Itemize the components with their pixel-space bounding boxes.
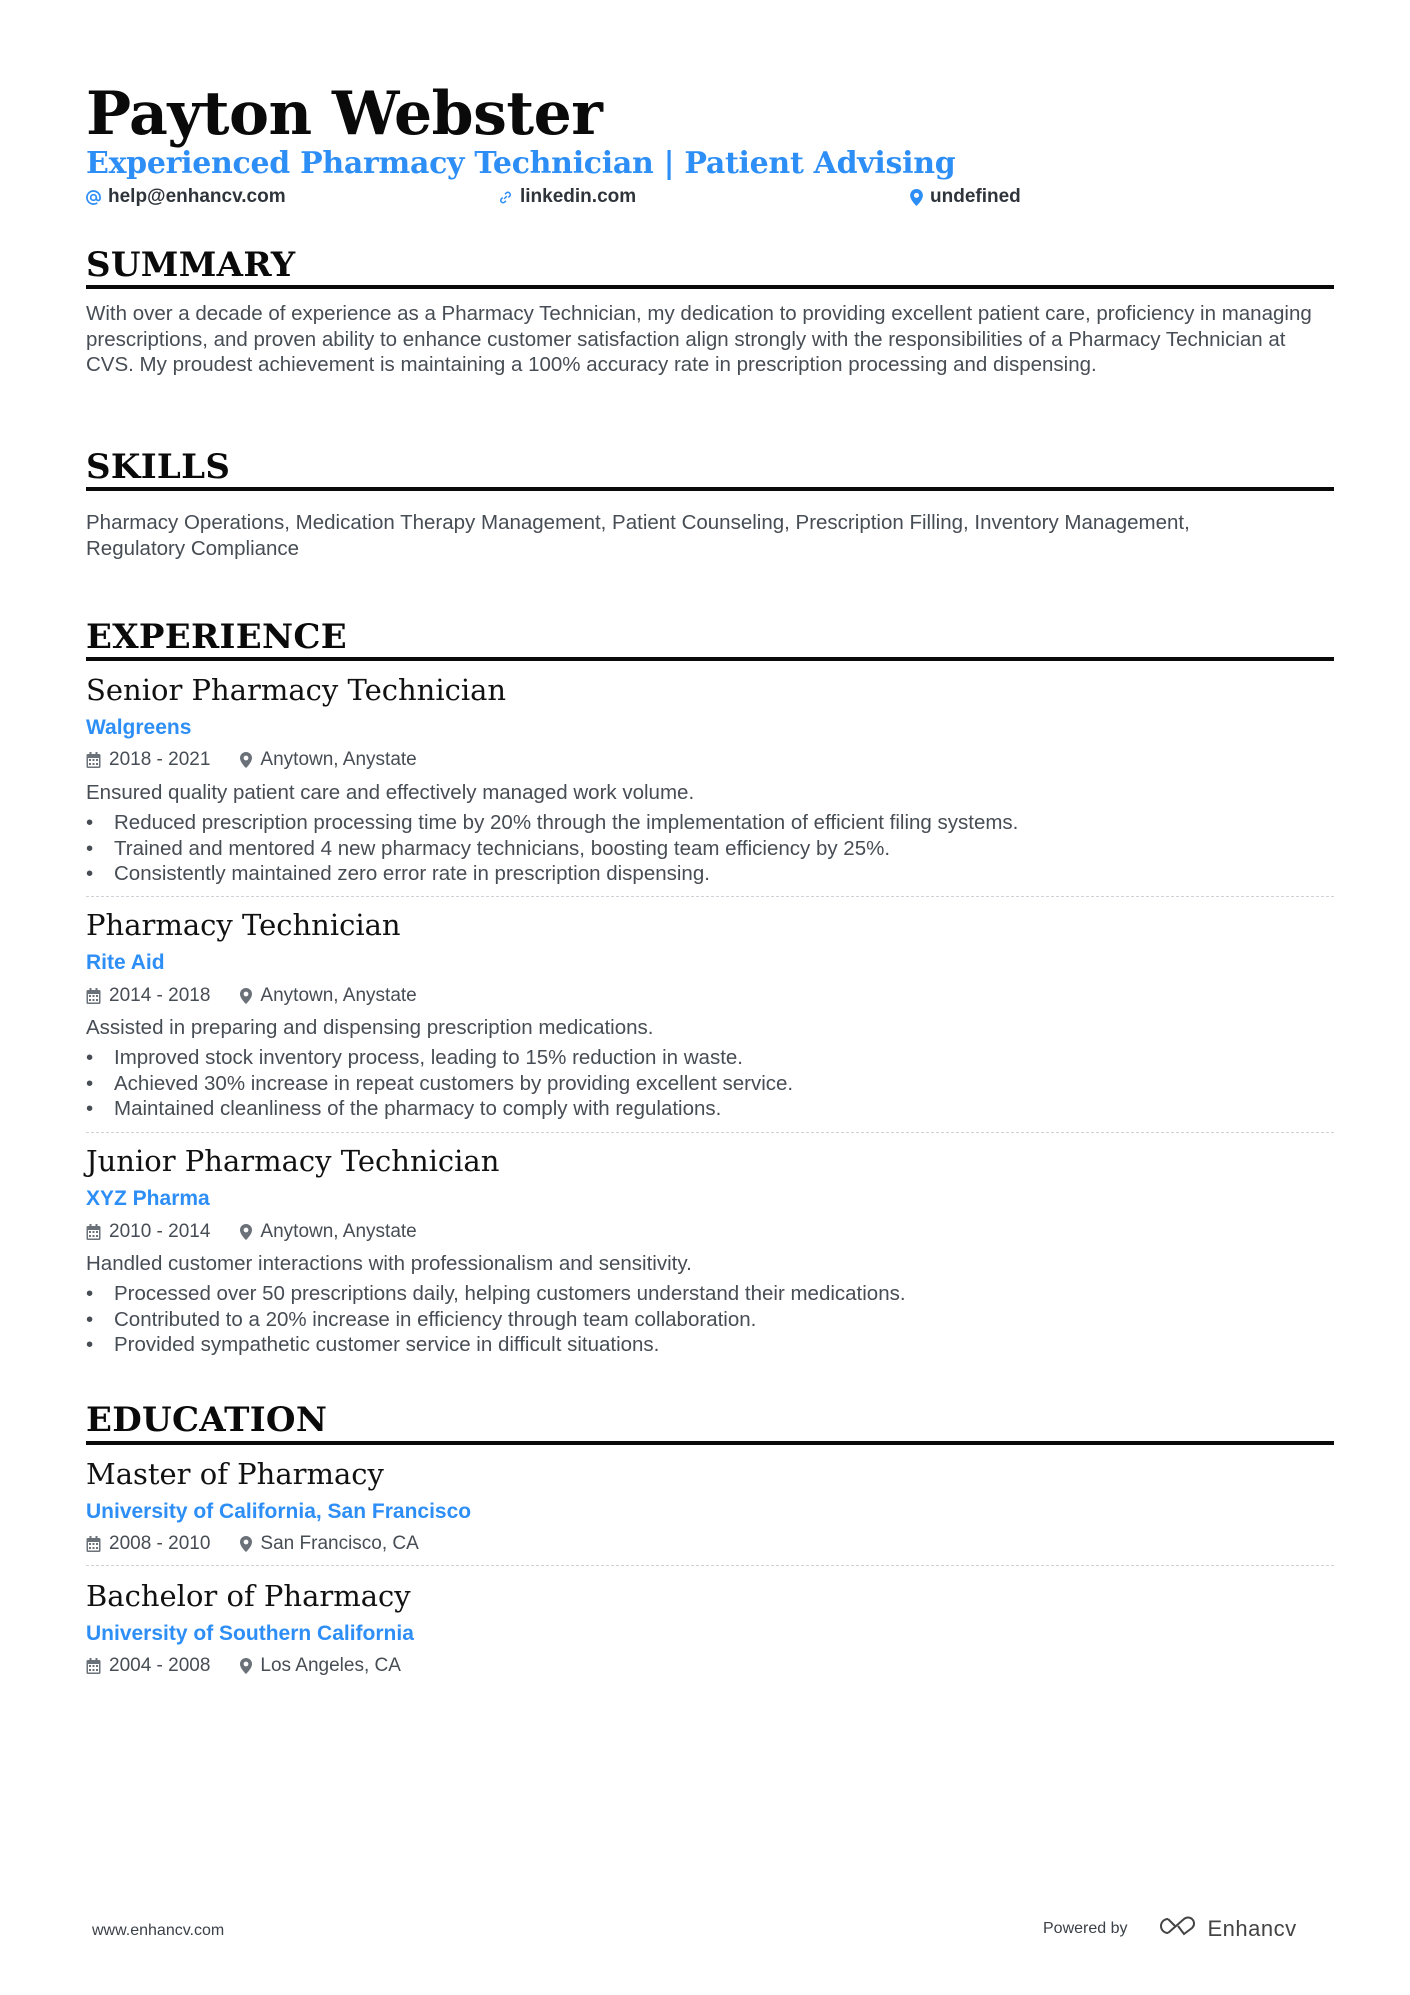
job-dates: 2014 - 2018: [109, 985, 211, 1006]
bullet-item: • Maintained cleanliness of the pharmacy to comply with regulations.: [86, 1096, 793, 1122]
job-title: Pharmacy Technician: [86, 908, 401, 942]
calendar-icon: [86, 1536, 101, 1552]
bullet-item: • Achieved 30% increase in repeat customers by providing excellent service.: [86, 1071, 793, 1097]
job-bullets: [86, 1045, 793, 1122]
skills-text: Pharmacy Operations, Medication Therapy Management, Patient Counseling, Prescription Filling, Inventory Management, Regulatory Compliance: [86, 511, 1190, 560]
candidate-title: Experienced Pharmacy Technician | Patient Advising: [86, 146, 956, 181]
entry-divider: [86, 1565, 1334, 1566]
education-meta: [86, 1532, 419, 1556]
powered-by-label: Powered by: [1043, 1919, 1128, 1937]
education-meta: [86, 1654, 401, 1678]
bullet-item: • Provided sympathetic customer service in difficult situations.: [86, 1332, 906, 1358]
experience-heading: EXPERIENCE: [86, 617, 347, 657]
job-dates: 2010 - 2014: [109, 1221, 211, 1242]
location-pin-icon: [240, 752, 252, 768]
bullet-item: • Reduced prescription processing time by 20% through the implementation of efficient filing systems.: [86, 810, 1018, 836]
summary-divider: [86, 285, 1334, 289]
bullet-item: • Processed over 50 prescriptions daily, helping customers understand their medications.: [86, 1281, 906, 1307]
job-location: Anytown, Anystate: [260, 985, 417, 1006]
linkedin-text: linkedin.com: [520, 186, 637, 207]
job-title: Senior Pharmacy Technician: [86, 673, 507, 707]
calendar-icon: [86, 1658, 101, 1674]
at-icon: [86, 190, 101, 205]
candidate-name: Payton Webster: [86, 79, 603, 149]
education-location: Los Angeles, CA: [260, 1655, 401, 1676]
calendar-icon: [86, 1224, 101, 1240]
entry-divider: [86, 896, 1334, 897]
job-description: Handled customer interactions with professionalism and sensitivity.: [86, 1252, 692, 1275]
education-divider: [86, 1441, 1334, 1445]
job-meta: [86, 984, 417, 1008]
education-heading: EDUCATION: [86, 1400, 328, 1440]
contact-location: [910, 186, 1021, 208]
degree-title: Master of Pharmacy: [86, 1457, 384, 1491]
job-description: Ensured quality patient care and effectively managed work volume.: [86, 781, 695, 804]
summary-text: With over a decade of experience as a Pharmacy Technician, my dedication to providing excellent patient care, proficiency in managing prescriptions, and proven ability to enhance customer satisfaction align strongly with the responsibilities of a Pharmacy Technician at CVS. My proudest achievement is maintaining a 100% accuracy rate in prescription processing and dispensing.: [86, 302, 1312, 377]
education-location: San Francisco, CA: [260, 1533, 419, 1554]
calendar-icon: [86, 752, 101, 768]
enhancv-brand-name: Enhancv: [1207, 1915, 1297, 1941]
email-text: help@enhancv.com: [108, 186, 286, 207]
degree-title: Bachelor of Pharmacy: [86, 1579, 411, 1613]
job-title: Junior Pharmacy Technician: [86, 1144, 500, 1178]
skills-divider: [86, 487, 1334, 491]
school-name: University of Southern California: [86, 1622, 414, 1645]
company-name: Rite Aid: [86, 951, 165, 974]
job-meta: [86, 748, 417, 772]
enhancv-logo-icon: [1154, 1914, 1200, 1943]
bullet-item: • Improved stock inventory process, leading to 15% reduction in waste.: [86, 1045, 793, 1071]
footer-website-link[interactable]: www.enhancv.com: [92, 1922, 225, 1939]
company-name: XYZ Pharma: [86, 1187, 210, 1210]
entry-divider: [86, 1132, 1334, 1133]
bullet-item: • Consistently maintained zero error rate in prescription dispensing.: [86, 861, 1018, 887]
company-name: Walgreens: [86, 716, 192, 739]
job-location: Anytown, Anystate: [260, 749, 417, 770]
contact-row: [86, 186, 1334, 210]
contact-email[interactable]: [86, 186, 286, 208]
location-pin-icon: [240, 1224, 252, 1240]
location-pin-icon: [240, 1658, 252, 1674]
skills-heading: SKILLS: [86, 447, 231, 487]
calendar-icon: [86, 988, 101, 1004]
education-dates: 2004 - 2008: [109, 1655, 211, 1676]
job-meta: [86, 1220, 417, 1244]
summary-heading: SUMMARY: [86, 245, 296, 285]
job-bullets: [86, 1281, 906, 1358]
bullet-item: • Trained and mentored 4 new pharmacy technicians, boosting team efficiency by 25%.: [86, 836, 1018, 862]
job-dates: 2018 - 2021: [109, 749, 211, 770]
school-name: University of California, San Francisco: [86, 1500, 472, 1523]
education-dates: 2008 - 2010: [109, 1533, 211, 1554]
location-pin-icon: [240, 988, 252, 1004]
job-location: Anytown, Anystate: [260, 1221, 417, 1242]
location-pin-icon: [910, 189, 923, 206]
job-description: Assisted in preparing and dispensing prescription medications.: [86, 1016, 654, 1039]
contact-linkedin[interactable]: [498, 186, 636, 208]
location-pin-icon: [240, 1536, 252, 1552]
footer-branding[interactable]: [1043, 1914, 1297, 1943]
location-text: undefined: [930, 186, 1021, 207]
link-icon: [498, 190, 513, 205]
job-bullets: [86, 810, 1018, 887]
experience-divider: [86, 657, 1334, 661]
bullet-item: • Contributed to a 20% increase in efficiency through team collaboration.: [86, 1307, 906, 1333]
